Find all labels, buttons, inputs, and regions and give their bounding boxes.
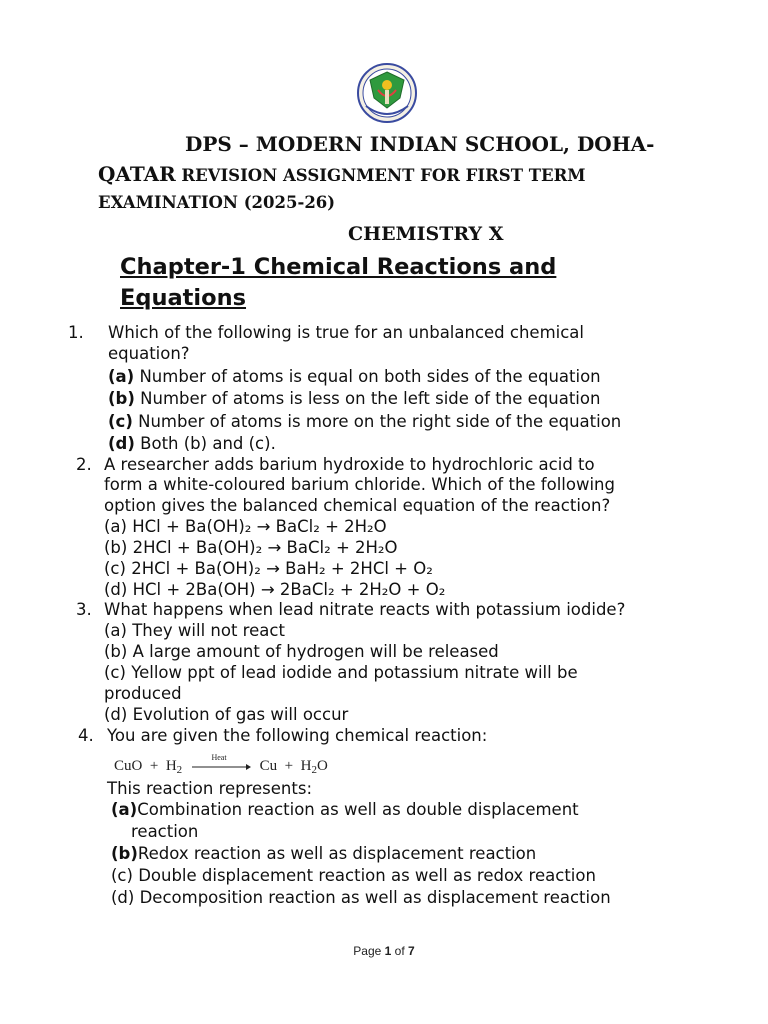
subscript: 2 — [311, 764, 317, 776]
question-number: 3. — [76, 600, 92, 619]
option-line — [108, 434, 276, 454]
product-h2o — [301, 758, 328, 774]
question-text: form a white-coloured barium chloride. Which of the following — [104, 475, 615, 494]
heat-arrow-icon — [190, 752, 252, 774]
option-line — [111, 800, 579, 820]
school-name: DPS – MODERN INDIAN SCHOOL, DOHA- — [185, 132, 655, 156]
question-number: 2. — [76, 455, 92, 474]
option-line: (d) HCl + 2Ba(OH) → 2BaCl₂ + 2H₂O + O₂ — [104, 580, 446, 599]
assignment-title: REVISION ASSIGNMENT FOR FIRST TERM — [181, 166, 586, 185]
question-text: Which of the following is true for an unbalanced chemical — [108, 323, 585, 342]
option-text: Both (b) and (c). — [140, 434, 276, 453]
option-label: (d) — [108, 434, 135, 453]
arrow-label: Heat — [211, 753, 227, 762]
reactant-cuo: CuO — [114, 758, 143, 774]
reaction-equation — [114, 752, 328, 775]
assignment-title-line — [98, 162, 586, 186]
qatar-word: QATAR — [98, 162, 176, 186]
total-pages: 7 — [408, 944, 415, 958]
question-text: A researcher adds barium hydroxide to hydrochloric acid to — [104, 455, 595, 474]
option-line: (c) 2HCl + Ba(OH)₂ → BaH₂ + 2HCl + O₂ — [104, 559, 433, 578]
option-text: Number of atoms is more on the right side of the equation — [138, 412, 622, 431]
option-label: (c) — [108, 412, 133, 431]
current-page: 1 — [384, 944, 392, 958]
option-line: (c) Yellow ppt of lead iodide and potassium nitrate will be — [104, 663, 578, 682]
option-line: (a) They will not react — [104, 621, 285, 640]
option-line: (c) Double displacement reaction as well as redox reaction — [111, 866, 596, 885]
option-line — [108, 389, 600, 409]
question-text: option gives the balanced chemical equation of the reaction? — [104, 496, 611, 515]
option-line: produced — [104, 684, 182, 703]
option-text: Redox reaction as well as displacement reaction — [137, 844, 537, 863]
page-word: Page — [353, 944, 382, 958]
option-line: reaction — [131, 822, 199, 841]
h-symbol: H — [300, 758, 312, 774]
option-text: Number of atoms is less on the left side of the equation — [140, 389, 601, 408]
option-line: (d) Evolution of gas will occur — [104, 705, 349, 724]
question-text: What happens when lead nitrate reacts with potassium iodide? — [104, 600, 626, 619]
reactant-h2 — [166, 758, 182, 774]
question-text: equation? — [108, 344, 190, 363]
option-text: Combination reaction as well as double displacement — [137, 800, 579, 819]
option-line: (d) Decomposition reaction as well as displacement reaction — [111, 888, 611, 907]
page-footer — [0, 944, 768, 958]
plus-sign: + — [149, 758, 159, 774]
question-number: 1. — [68, 323, 84, 342]
option-label: (a) — [111, 800, 138, 819]
examination-line: EXAMINATION (2025-26) — [98, 193, 336, 212]
plus-sign: + — [284, 758, 294, 774]
subscript: 2 — [176, 764, 183, 776]
option-label: (a) — [108, 367, 135, 386]
o-symbol: O — [316, 758, 328, 774]
question-stem: This reaction represents: — [107, 779, 313, 798]
h-symbol: H — [165, 758, 177, 774]
option-line: (b) A large amount of hydrogen will be released — [104, 642, 499, 661]
of-word: of — [394, 944, 405, 958]
school-logo — [356, 62, 418, 124]
option-line — [111, 844, 536, 864]
option-label: (b) — [108, 389, 135, 408]
option-line: (b) 2HCl + Ba(OH)₂ → BaCl₂ + 2H₂O — [104, 538, 398, 557]
subject-title: CHEMISTRY X — [348, 223, 504, 245]
question-text: You are given the following chemical reaction: — [107, 726, 488, 745]
option-text: Number of atoms is equal on both sides of the equation — [139, 367, 601, 386]
option-line — [108, 412, 621, 432]
question-number: 4. — [78, 726, 94, 745]
chapter-title: Chapter-1 Chemical Reactions and Equations — [120, 254, 557, 311]
option-line: (a) HCl + Ba(OH)₂ → BaCl₂ + 2H₂O — [104, 517, 387, 536]
product-cu: Cu — [259, 758, 278, 774]
option-line — [108, 367, 601, 387]
option-label: (b) — [111, 844, 138, 863]
